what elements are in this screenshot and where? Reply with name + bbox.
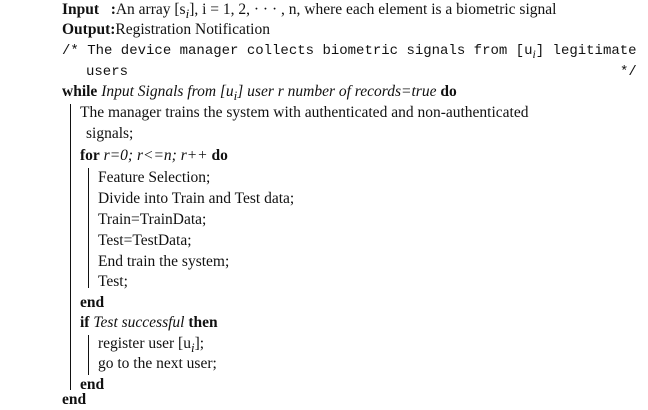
for-line xyxy=(80,146,228,166)
input-text: An array [s xyxy=(115,1,186,18)
for-body-5: End train the system; xyxy=(98,253,230,270)
while-block-bar xyxy=(70,104,71,390)
for-cond: r=0; r<=n; r++ xyxy=(103,147,208,164)
while-cond-a: Input Signals from [u xyxy=(101,83,234,100)
if-cond: Test successful xyxy=(93,314,185,331)
while-body-2: signals; xyxy=(86,125,134,142)
for-body-2: Divide into Train and Test data; xyxy=(98,190,295,207)
output-label: Output: xyxy=(62,21,116,38)
while-body-1: The manager trains the system with authenticated and non-authenticated xyxy=(80,104,529,121)
for-body-4: Test=TestData; xyxy=(98,232,192,249)
for-do: do xyxy=(211,147,228,164)
if-block-bar xyxy=(88,335,89,375)
comment-open: /* The device manager collects biometric signals from [u xyxy=(62,43,533,59)
while-sub: i xyxy=(233,88,238,104)
while-do: do xyxy=(440,83,457,100)
comment-line-2: users xyxy=(86,64,129,80)
if-body-2: go to the next user; xyxy=(98,355,217,372)
if-body-1 xyxy=(98,334,204,354)
if-line xyxy=(80,313,218,333)
while-cond-b: ] user r number of records=true xyxy=(237,83,437,100)
end-if-keyword: end xyxy=(80,376,105,393)
input-sub: i xyxy=(185,6,190,22)
for-body-3: Train=TrainData; xyxy=(98,211,207,228)
if-body-sub: i xyxy=(190,340,195,356)
if-body-1a: register user [u xyxy=(98,335,191,352)
for-body-6: Test; xyxy=(98,273,128,290)
if-body-1b: ]; xyxy=(194,335,205,352)
comment-close: */ xyxy=(620,64,637,80)
end-while-keyword: end xyxy=(62,391,87,408)
comment-sub: i xyxy=(532,47,536,61)
input-label: Input xyxy=(62,1,100,18)
if-keyword: if xyxy=(80,314,90,331)
while-line xyxy=(62,82,457,102)
for-body-1: Feature Selection; xyxy=(98,169,211,186)
output-text: Registration Notification xyxy=(115,21,270,38)
end-while xyxy=(62,390,86,410)
end-for-keyword: end xyxy=(80,294,105,311)
while-keyword: while xyxy=(62,83,98,100)
for-block-bar xyxy=(88,168,89,288)
output-line xyxy=(62,20,270,40)
input-sep: : xyxy=(110,1,116,18)
if-then: then xyxy=(188,314,218,331)
for-keyword: for xyxy=(80,147,100,164)
comment-rest: ] legitimate xyxy=(535,43,637,59)
input-line xyxy=(62,0,556,20)
comment-line-1 xyxy=(62,41,637,61)
input-rest: ], i = 1, 2, · · · , n, where each element is a biometric signal xyxy=(189,1,557,18)
end-for xyxy=(80,293,104,313)
